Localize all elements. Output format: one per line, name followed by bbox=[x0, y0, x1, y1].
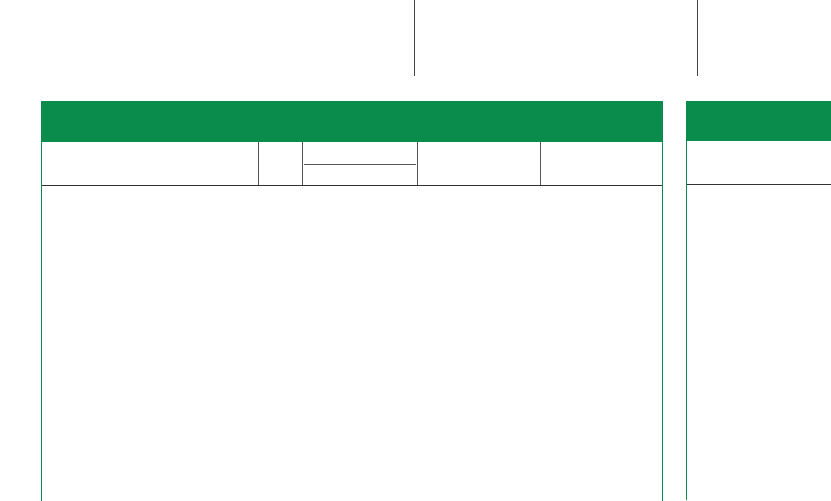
top-divider bbox=[414, 0, 415, 76]
top-divider bbox=[697, 0, 698, 76]
column-headers bbox=[42, 142, 662, 186]
header-underline bbox=[304, 164, 416, 165]
second-panel-column-header bbox=[687, 141, 831, 185]
second-panel bbox=[686, 101, 831, 500]
column-divider bbox=[302, 142, 303, 185]
second-panel-header bbox=[687, 101, 831, 141]
panel-header bbox=[42, 102, 662, 142]
column-divider bbox=[417, 142, 418, 185]
column-divider bbox=[258, 142, 259, 185]
column-divider bbox=[540, 142, 541, 185]
produktenboerse-wuerzburg-panel bbox=[41, 101, 663, 501]
